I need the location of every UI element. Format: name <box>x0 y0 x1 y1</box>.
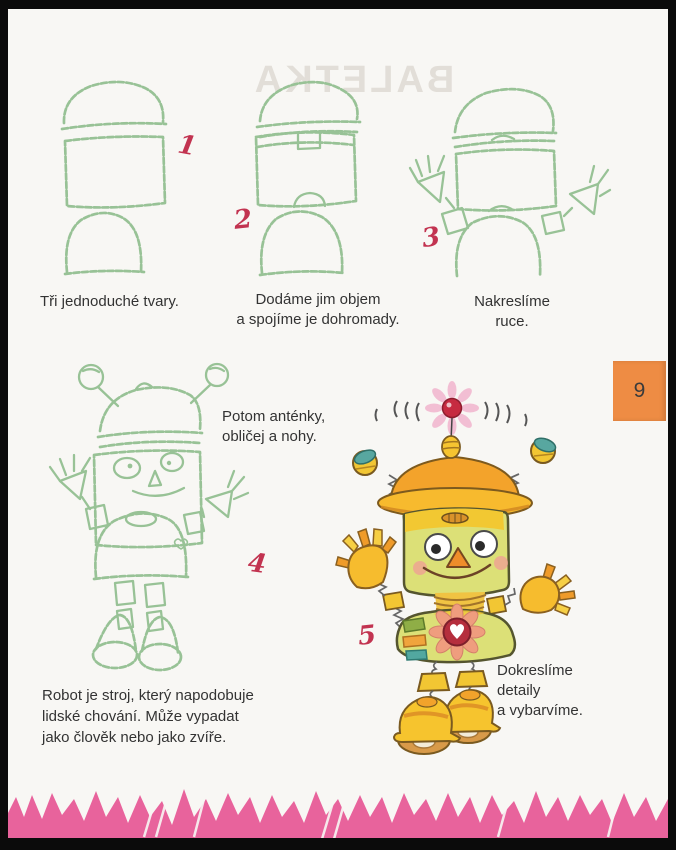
sketch-step-2-shapes <box>252 79 372 279</box>
step-number-5: 5 <box>356 620 378 652</box>
showthrough-text: BALETKA <box>251 59 455 101</box>
step-number-4: 4 <box>246 547 269 581</box>
caption-step-1: Tři jednoduché tvary. <box>40 293 179 310</box>
step-number-3: 3 <box>420 221 443 255</box>
step-number-2: 2 <box>232 204 254 236</box>
book-page <box>8 9 668 838</box>
caption-step-5: Dokreslíme detaily a vybarvíme. <box>497 662 583 719</box>
caption-step-3: Nakreslíme ruce. <box>474 293 550 330</box>
page-number-tab <box>613 361 666 421</box>
pink-crayon-border <box>8 787 668 838</box>
caption-step-2: Dodáme jim objem a spojíme je dohromady. <box>236 291 400 328</box>
step-number-1: 1 <box>175 129 199 163</box>
sketch-step-1-shapes <box>55 79 185 284</box>
page-number: 9 <box>633 379 646 402</box>
footer-paragraph: Robot je stroj, který napodobuje lidské chování. Může vypadat jako člověk nebo jako zvíře. <box>42 687 254 746</box>
caption-step-4: Potom anténky, obličej a nohy. <box>222 408 326 445</box>
